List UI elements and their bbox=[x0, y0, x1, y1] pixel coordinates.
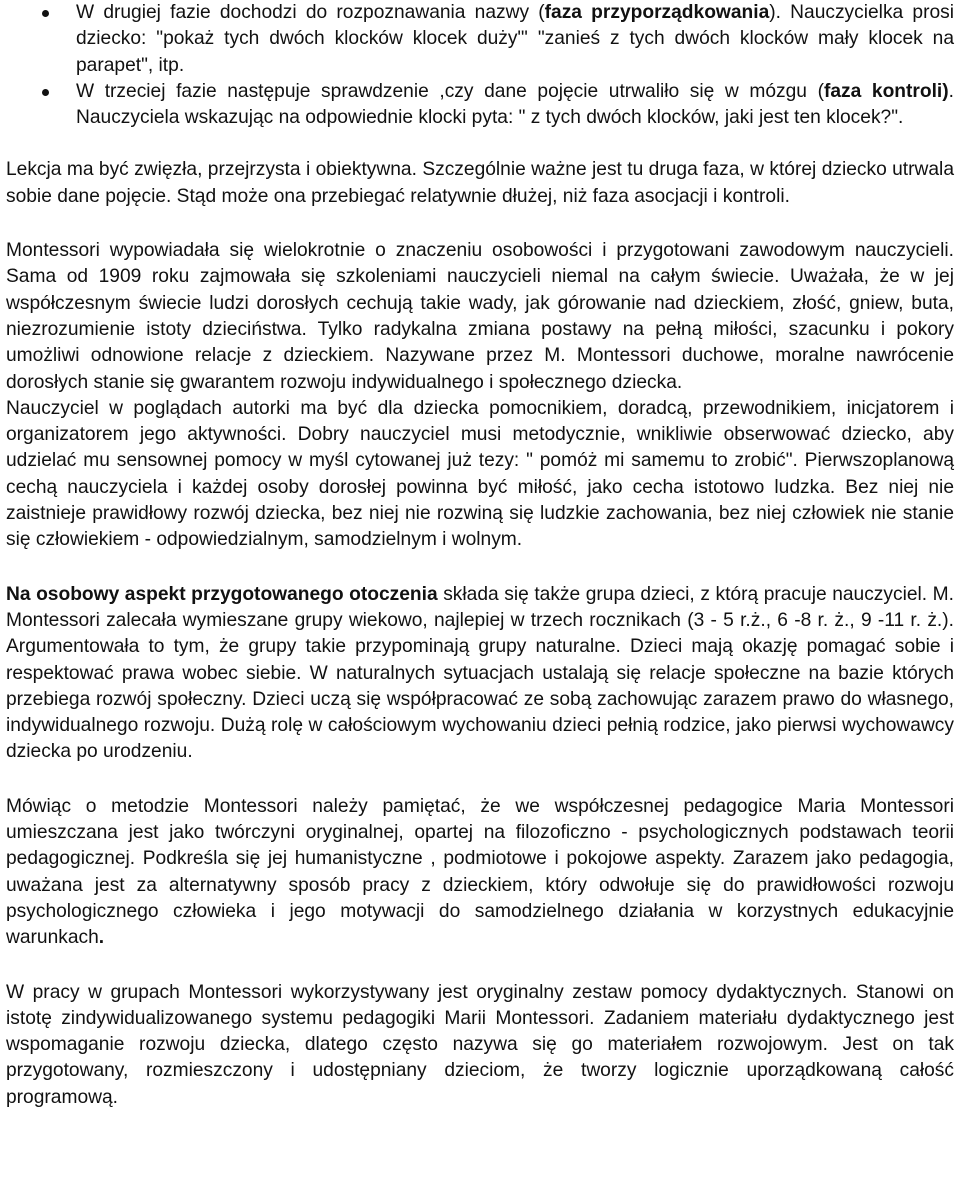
list-item bbox=[6, 79, 954, 132]
bullet-icon bbox=[42, 10, 49, 17]
paragraph-materials: W pracy w grupach Montessori wykorzystywany jest oryginalny zestaw pomocy dydaktycznych. Stanowi on istotę zindywidualizowanego systemu pedagogiki Marii Montessori. Zadaniem materiału dydaktycznego jest wspomaganie rozwoju dziecka, dlatego często nazywa się go materiałem rozwojowym. Jest on tak przygotowany, rozmieszczony i udostępniany dzieciom, że tworzy logicznie uporządkowaną całość programową. bbox=[6, 981, 954, 1108]
bold-term: faza przyporządkowania bbox=[544, 2, 770, 23]
text-run: W drugiej fazie dochodzi do rozpoznawania nazwy ( bbox=[76, 2, 545, 23]
text-run: W trzeciej fazie następuje sprawdzenie ,czy dane pojęcie utrwaliło się w mózgu ( bbox=[76, 80, 824, 102]
list-item bbox=[6, 0, 954, 79]
phase-list bbox=[6, 0, 954, 131]
text-run: ). Nauczycielka prosi dziecko: "pokaż tych dwóch klocków klocek duży"' "zanieś z tych dwóch klocków mały klocek na parapet", itp. bbox=[76, 2, 955, 76]
text-run: składa się także grupa dzieci, z którą pracuje nauczyciel. M. Montessori zalecała wymieszane grupy wiekowo, najlepiej w trzech rocznikach (3 - 5 r.ż., 6 -8 r. ż., 9 -11 r. ż.). Argumentowała to tym, że grupy takie przypominają grupy naturalne. Dzieci mają okazję pomagać sobie i respektować prawa wobec siebie. W naturalnych sytuacjach ustalają się relacje społeczne na bazie których przebiega rozwój społeczny. Dzieci uczą się współpracować ze sobą zachowując zarazem prawo do własnego, indywidualnego rozwoju. Dużą rolę w całościowym wychowaniu dzieci pełnią rodzice, jako pierwsi wychowawcy dziecka po urodzeniu. bbox=[6, 583, 954, 763]
paragraph-montessori-teachers: Montessori wypowiadała się wielokrotnie o znaczeniu osobowości i przygotowani zawodowym nauczycieli. Sama od 1909 roku zajmowała się szkoleniami nauczycieli niemal na całym świecie. Uważała, że w jej współczesnym świecie ludzi dorosłych cechują takie wady, jak górowanie nad dzieckiem, złość, gniew, buta, niezrozumienie istoty dzieciństwa. Tylko radykalna zmiana postawy na pełną miłości, szacunku i pokory umożliwi odnowione relacje z dzieckiem. Nazywane przez M. Montessori duchowe, moralne nawrócenie dorosłych stanie się gwarantem rozwoju indywidualnego i społecznego dziecka. bbox=[6, 240, 954, 393]
text-run: . Nauczyciela wskazując na odpowiednie klocki pyta: " z tych dwóch klocków, jaki jest ten klocek?". bbox=[76, 80, 955, 129]
paragraph-environment bbox=[6, 582, 954, 766]
bold-period: . bbox=[98, 927, 105, 949]
text-run: Mówiąc o metodzie Montessori należy pamiętać, że we współczesnej pedagogice Maria Montessori umieszczana jest jako twórczyni oryginalnej, opartej na filozoficzno - psychologicznych podstawach teorii pedagogicznej. Podkreśla się jej humanistyczne , podmiotowe i pokojowe aspekty. Zarazem jako pedagogia, uważana jest za alternatywny sposób pracy z dzieckiem, który odwołuje się do prawidłowości rozwoju psychologicznego człowieka i jego motywacji do samodzielnego działania w korzystnych edukacyjnie warunkach bbox=[6, 795, 954, 949]
paragraph-teacher-role: Nauczyciel w poglądach autorki ma być dla dziecka pomocnikiem, doradcą, przewodnikiem, inicjatorem i organizatorem jego aktywności. Dobry nauczyciel musi metodycznie, wnikliwie obserwować dziecko, aby udzielać mu sensownej pomocy w myśl cytowanej już tezy: " pomóż mi samemu to zrobić". Pierwszoplanową cechą nauczyciela i każdej osoby dorosłej powinna być miłość, jako cecha istotowo ludzka. Bez niej nie zaistnieje prawidłowy rozwój dziecka, bez niej nie rozwiną się ludzkie zachowania, bez niej człowiek nie stanie się człowiekiem - odpowiedzialnym, samodzielnym i wolnym. bbox=[6, 397, 954, 551]
bullet-icon bbox=[42, 89, 49, 96]
paragraph-method bbox=[6, 794, 954, 952]
bold-term: faza kontroli) bbox=[823, 80, 949, 102]
bold-term: Na osobowy aspekt przygotowanego otoczenia bbox=[6, 583, 438, 605]
paragraph-lesson: Lekcja ma być zwięzła, przejrzysta i obiektywna. Szczególnie ważne jest tu druga faza, w której dziecko utrwala sobie dane pojęcie. Stąd może ona przebiegać relatywnie dłużej, niż faza asocjacji i kontroli. bbox=[6, 159, 954, 207]
